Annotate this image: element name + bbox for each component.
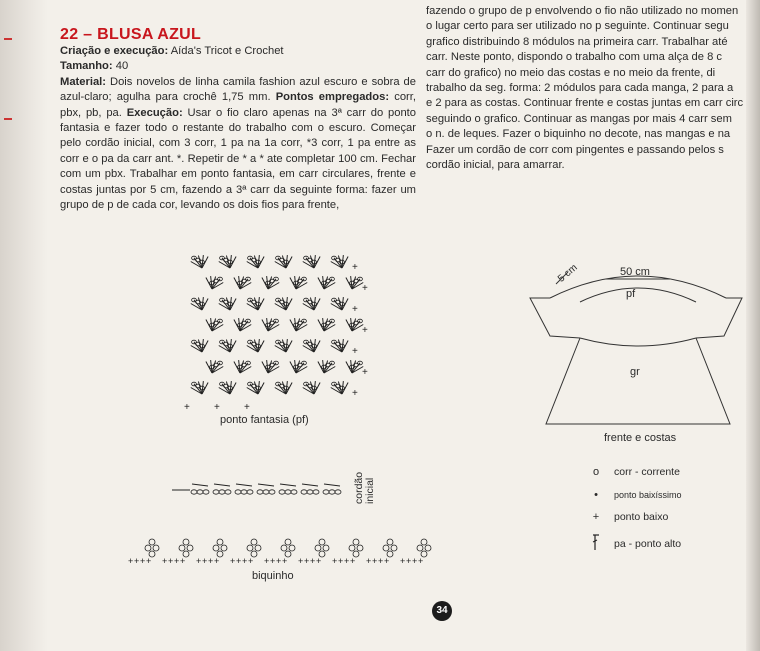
svg-text:+: + [412, 556, 418, 566]
fan-cluster [318, 276, 335, 289]
row-marker: + [362, 283, 368, 294]
fan-cluster [219, 297, 236, 310]
credits-label: Criação e execução: [60, 45, 169, 57]
fan-cluster [219, 255, 236, 268]
gutter-mark [4, 118, 12, 120]
fan-cluster [191, 297, 208, 310]
fan-cluster [275, 255, 292, 268]
fan-cluster [206, 360, 223, 373]
credits-line [60, 44, 416, 59]
cord-repeat [213, 484, 231, 494]
fan-cluster [346, 276, 363, 289]
cord-label: cordão inicial [353, 471, 376, 504]
picot-repeat [196, 539, 227, 566]
svg-text:+: + [146, 556, 152, 566]
picot-label: biquinho [252, 570, 294, 582]
instructions-right-column [426, 4, 758, 173]
right-column-line: trabalho da seg. forma: 2 módulos para cada manga, 2 para a [426, 82, 734, 95]
instructions-left-column [60, 44, 416, 213]
fan-cluster [331, 297, 348, 310]
fan-cluster [262, 360, 279, 373]
right-column-line: cordão inicial, para amarrar. [426, 159, 565, 172]
fan-cluster [331, 339, 348, 352]
credits-value: Aída's Tricot e Crochet [168, 45, 284, 57]
row-marker: + [352, 388, 358, 399]
fan-cluster [206, 318, 223, 331]
picot-repeat [230, 539, 261, 566]
fan-cluster [191, 255, 208, 268]
fan-cluster [303, 339, 320, 352]
fan-cluster [346, 360, 363, 373]
sleeve-left [530, 298, 580, 338]
fan-cluster [191, 381, 208, 394]
fan-cluster [318, 318, 335, 331]
page-gutter-shadow [0, 0, 48, 651]
base-marker: + [184, 402, 190, 413]
tall-stitch-icon [586, 534, 606, 553]
right-column-line: carr. Neste ponto, dispondo o trabalho com uma alça de 8 c [426, 51, 723, 64]
execution-label: Execução: [126, 106, 183, 119]
fan-cluster [234, 276, 251, 289]
picot-repeat [264, 539, 295, 566]
svg-text:+: + [180, 556, 186, 566]
size-label: Tamanho: [60, 60, 113, 73]
svg-text:+: + [406, 556, 412, 566]
neck-arc [580, 288, 696, 302]
legend-double-crochet [586, 534, 681, 553]
fan-cluster [219, 339, 236, 352]
cord-chart [172, 478, 352, 502]
svg-text:+: + [134, 556, 140, 566]
svg-text:+: + [248, 556, 254, 566]
svg-text:+: + [196, 556, 202, 566]
picot-repeat [400, 539, 431, 566]
svg-text:+: + [174, 556, 180, 566]
fan-cluster [247, 339, 264, 352]
svg-text:+: + [202, 556, 208, 566]
row-marker: + [362, 325, 368, 336]
fan-cluster [275, 339, 292, 352]
svg-text:+: + [140, 556, 146, 566]
svg-text:+: + [332, 556, 338, 566]
fan-cluster [234, 318, 251, 331]
fan-cluster [247, 255, 264, 268]
yoke-label: pf [626, 288, 636, 300]
fan-cluster [331, 381, 348, 394]
row-marker: + [352, 304, 358, 315]
svg-text:+: + [316, 556, 322, 566]
fan-cluster [206, 276, 223, 289]
picot-repeat [366, 539, 397, 566]
fan-cluster [275, 297, 292, 310]
svg-text:+: + [418, 556, 424, 566]
right-column-line: o lugar certo para ser utilizado no p seguinte. Continuar segu [426, 20, 729, 33]
right-column-line: fazendo o grupo de p envolvendo o fio não utilizado no momen [426, 5, 739, 17]
svg-text:+: + [372, 556, 378, 566]
svg-text:+: + [242, 556, 248, 566]
size-value: 40 [112, 60, 129, 73]
size-line [60, 59, 416, 74]
svg-text:+: + [344, 556, 350, 566]
dot-icon: • [594, 489, 598, 501]
right-column-line: e 2 para as costas. Continuar frente e costas juntas em carr circ [426, 97, 744, 110]
cord-repeat [235, 484, 253, 494]
fan-cluster [303, 297, 320, 310]
svg-text:+: + [208, 556, 214, 566]
execution-text: Usar o fio claro apenas na 3ª carr do ponto fantasia e fazer todo o restante do trabalho com o escuro. Começar pelo cordão inicial, com 3 corr, 1 pa na 1a corr, *3 corr, 1 pa entre as corr e o pa da carr ant. *. Repetir de * a * ate completar 100 cm. Fechar com um pbx. Trabalhar em ponto fantasia, em carr circulares, frente e costas juntas por 5 cm, fazendo a 3ª carr da seguinte forma: fazer um grupo de p de cada cor, levando os dois fios para frente, [60, 106, 416, 212]
picot-repeat [298, 539, 329, 566]
legend-text: ponto baixíssimo [614, 490, 682, 500]
svg-text:+: + [304, 556, 310, 566]
side-width-label: 5 cm [555, 262, 580, 285]
svg-text:+: + [168, 556, 174, 566]
legend-text: ponto baixo [614, 511, 669, 523]
svg-text:+: + [214, 556, 220, 566]
base-marker: + [244, 402, 250, 413]
stitches-label: Pontos empregados: [275, 91, 390, 104]
right-column-line: grafico distribuindo 8 módulos na primeira carr. Trabalhar até [426, 35, 728, 48]
fan-cluster [290, 318, 307, 331]
svg-text:+: + [378, 556, 384, 566]
svg-text:+: + [282, 556, 288, 566]
cord-repeat [301, 484, 319, 494]
plus-icon: + [592, 511, 600, 523]
svg-text:+: + [236, 556, 242, 566]
fan-cluster [290, 360, 307, 373]
svg-text:+: + [230, 556, 236, 566]
fan-cluster [191, 339, 208, 352]
svg-text:+: + [384, 556, 390, 566]
fan-cluster [318, 360, 335, 373]
cord-repeat [191, 484, 209, 494]
gutter-mark [4, 38, 12, 40]
svg-text:+: + [276, 556, 282, 566]
fan-cluster [262, 276, 279, 289]
cord-repeat [257, 484, 275, 494]
fan-cluster [247, 297, 264, 310]
right-column-line: carr do grafico) no meio das costas e no meio da frente, di [426, 66, 716, 79]
cord-repeat [279, 484, 297, 494]
legend-text: pa - ponto alto [614, 537, 682, 550]
legend-slip-stitch [586, 489, 682, 501]
legend-single-crochet [586, 511, 668, 523]
svg-text:+: + [400, 556, 406, 566]
fan-cluster [303, 255, 320, 268]
right-column-line: o n. de leques. Fazer o biquinho no decote, nas mangas e na [426, 128, 731, 141]
picot-chart [126, 534, 446, 570]
svg-text:+: + [162, 556, 168, 566]
right-column-line: seguindo o grafico. Continuar as mangas por mais 4 carr sem [426, 112, 732, 125]
row-marker: + [352, 262, 358, 273]
svg-text:+: + [298, 556, 304, 566]
picot-repeat [162, 539, 193, 566]
fancy-stitch-label: ponto fantasia (pf) [220, 414, 309, 426]
fan-cluster [303, 381, 320, 394]
cord-repeat [323, 484, 341, 494]
body-outline [546, 338, 730, 424]
row-marker: + [362, 367, 368, 378]
fan-cluster [290, 276, 307, 289]
fan-cluster [346, 318, 363, 331]
legend-text: corr - corrente [614, 466, 680, 478]
garment-schematic [528, 262, 748, 432]
fan-cluster [275, 381, 292, 394]
material-paragraph [60, 75, 416, 214]
material-text: Dois novelos de linha camila fashion azul escuro e sobra de azul-claro; agulha para crochê 1,75 mm. [60, 75, 416, 104]
svg-text:+: + [366, 556, 372, 566]
base-marker: + [214, 402, 220, 413]
material-label: Material: [60, 75, 107, 88]
fan-cluster [234, 360, 251, 373]
svg-text:+: + [264, 556, 270, 566]
svg-text:+: + [338, 556, 344, 566]
schematic-caption: frente e costas [604, 432, 677, 444]
yoke-lower-arc [580, 338, 696, 346]
legend-chain [586, 466, 680, 478]
top-width-label: 50 cm [620, 266, 650, 278]
sleeve-right [696, 298, 742, 338]
fan-cluster [247, 381, 264, 394]
svg-text:+: + [350, 556, 356, 566]
body-label: gr [630, 366, 640, 378]
fan-cluster [219, 381, 236, 394]
page-number: 34 [432, 601, 452, 621]
stitches-text: corr, pbx, pb, pa. [60, 91, 416, 119]
fancy-stitch-chart [178, 244, 378, 414]
circle-icon: o [592, 466, 600, 478]
picot-repeat [332, 539, 363, 566]
right-column-line: Fazer um cordão de corr com pingentes e passando pelos s [426, 143, 724, 156]
svg-text:+: + [310, 556, 316, 566]
svg-text:+: + [270, 556, 276, 566]
fan-cluster [331, 255, 348, 268]
row-marker: + [352, 346, 358, 357]
svg-text:+: + [128, 556, 134, 566]
page-title: 22 – BLUSA AZUL [60, 26, 202, 43]
picot-repeat [128, 539, 159, 566]
fan-cluster [262, 318, 279, 331]
